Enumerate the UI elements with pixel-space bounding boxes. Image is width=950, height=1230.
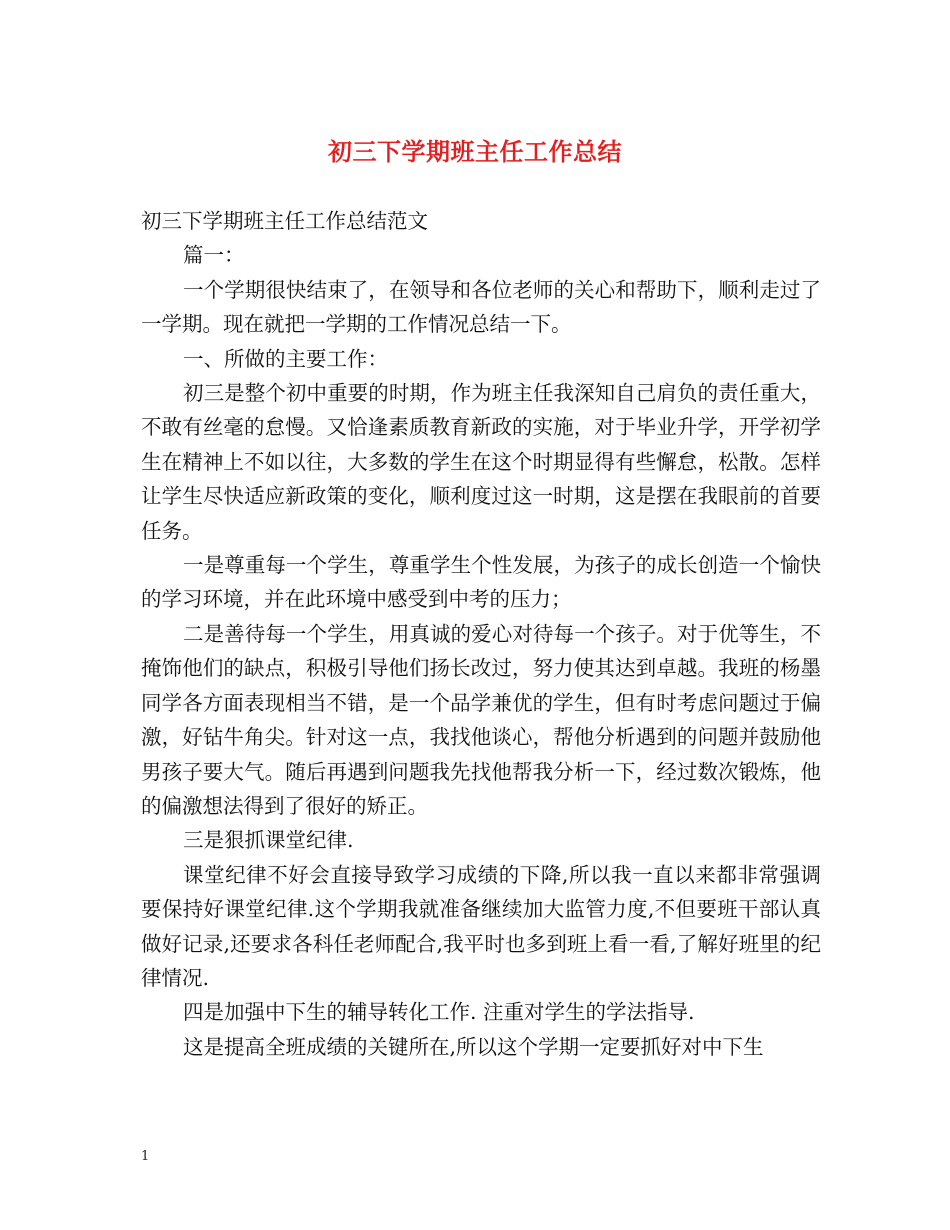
paragraph: 一、所做的主要工作：	[183, 346, 389, 371]
paragraph: 这是提高全班成绩的关键所在,所以这个学期一定要抓好对中下生	[183, 1034, 764, 1059]
paragraph: 一个学期很快结束了，在领导和各位老师的关心和帮助下，顺利走过了一学期。现在就把一学期的工作情况总结一下。	[141, 277, 821, 337]
paragraph: 一是尊重每一个学生，尊重学生个性发展，为孩子的成长创造一个愉快的学习环境，并在此环境中感受到中考的压力；	[141, 553, 821, 612]
paragraph: 初三下学期班主任工作总结范文	[141, 209, 428, 233]
page-number: 1	[141, 1149, 150, 1164]
document-body	[141, 204, 821, 1064]
paragraph: 篇一：	[183, 243, 245, 268]
paragraph: 初三是整个初中重要的时期，作为班主任我深知自己肩负的责任重大，不敢有丝毫的怠慢。又恰逢素质教育新政的实施，对于毕业升学，开学初学生在精神上不如以往，大多数的学生在这个时期显得有些懈怠，松散。怎样让学生尽快适应新政策的变化，顺利度过这一时期，这是摆在我眼前的首要任务。	[141, 381, 821, 543]
paragraph: 四是加强中下生的辅导转化工作. 注重对学生的学法指导.	[183, 1000, 695, 1025]
paragraph: 二是善待每一个学生，用真诚的爱心对待每一个孩子。对于优等生，不掩饰他们的缺点，积极引导他们扬长改过，努力使其达到卓越。我班的杨墨同学各方面表现相当不错，是一个品学兼优的学生，但有时考虑问题过于偏激，好钻牛角尖。针对这一点，我找他谈心，帮他分析遇到的问题并鼓励他男孩子要大气。随后再遇到问题我先找他帮我分析一下，经过数次锻炼，他的偏激想法得到了很好的矫正。	[141, 621, 821, 818]
document-title: 初三下学期班主任工作总结	[328, 137, 622, 166]
paragraph: 课堂纪律不好会直接导致学习成绩的下降,所以我一直以来都非常强调要保持好课堂纪律.这个学期我就准备继续加大监管力度,不但要班干部认真做好记录,还要求各科任老师配合,我平时也多到班上看一看,了解好班里的纪律情况.	[141, 862, 821, 990]
paragraph: 三是狠抓课堂纪律.	[183, 828, 354, 853]
